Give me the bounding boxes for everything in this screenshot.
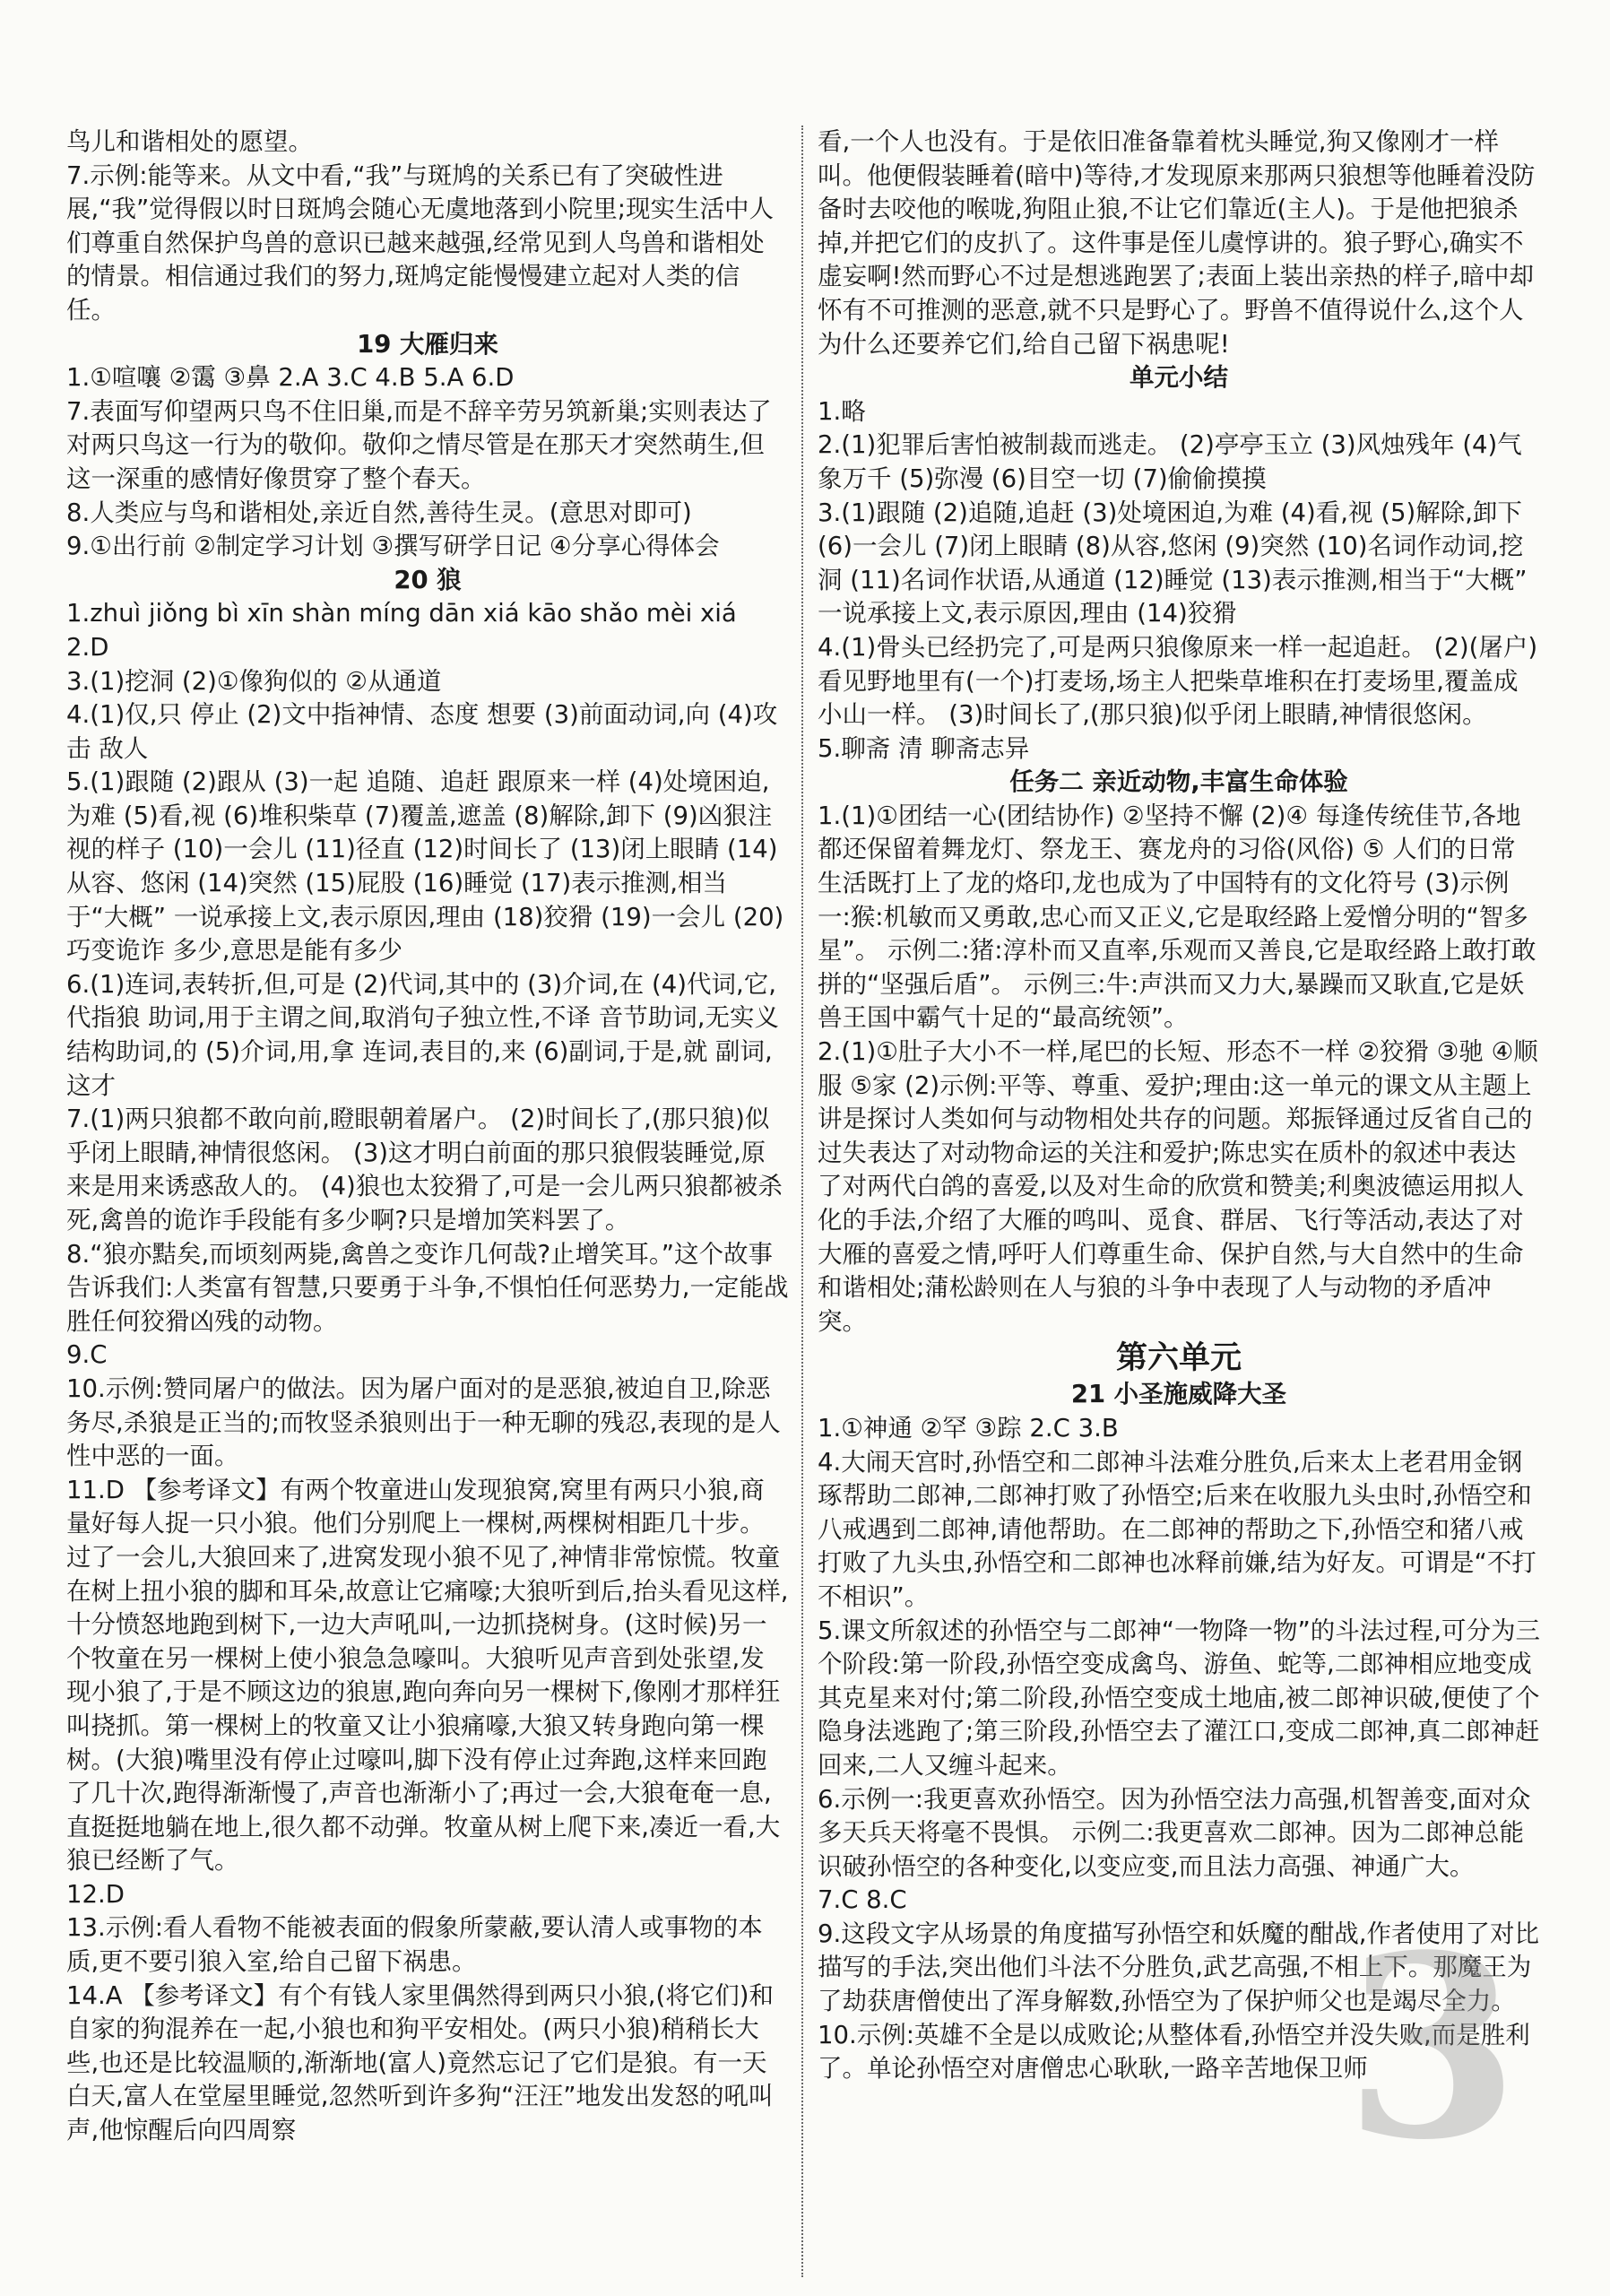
- column-divider: [801, 126, 803, 2277]
- answer-paragraph: 12.D: [66, 1879, 125, 1909]
- answer-paragraph: 1.略: [818, 396, 866, 426]
- answer-paragraph: 1.①神通 ②罕 ③踪 2.C 3.B: [818, 1413, 1119, 1443]
- answer-paragraph: 4.(1)仅,只 停止 (2)文中指神情、态度 想要 (3)前面动词,向 (4)攻击 敌人: [66, 700, 778, 763]
- answer-paragraph: 看,一个人也没有。于是依旧准备靠着枕头睡觉,狗又像刚才一样叫。他便假装睡着(暗中)等待,才发现原来那两只狼想等他睡着没防备时去咬他的喉咙,狗阻止狼,不让它们靠近(主人)。于是他把狼杀掉,并把它们的皮扒了。这件事是侄儿虞惇讲的。狼子野心,确实不虚妄啊!然而野心不过是想逃跑罢了;表面上装出亲热的样子,暗中却怀有不可推测的恶意,就不只是野心了。野兽不值得说什么,这个人为什么还要养它们,给自己留下祸患呢!: [818, 127, 1536, 359]
- answer-paragraph: 13.示例:看人看物不能被表面的假象所蒙蔽,要认清人或事物的本质,更不要引狼入室,给自己留下祸患。: [66, 1913, 763, 1977]
- answer-paragraph: 1.(1)①团结一心(团结协作) ②坚持不懈 (2)④ 每逢传统佳节,各地都还保留着舞龙灯、祭龙王、赛龙舟的习俗(风俗) ⑤ 人们的日常生活既打上了龙的烙印,龙也成为了中国特有的文化符号 (3)示例一:猴:机敏而又勇敢,忠心而又正义,它是取经路上爱憎分明的“智多星”。 示例二:猪:淳朴而又直率,乐观而又善良,它是取经路上敢打敢拼的“坚强后盾”。 示例三:牛:声洪而又力大,暴躁而又耿直,它是妖兽王国中霸气十足的“最高统领”。: [818, 801, 1536, 1033]
- page-number-watermark: 3: [1345, 1901, 1519, 2196]
- answer-paragraph: 3.(1)挖洞 (2)①像狗似的 ②从通道: [66, 666, 442, 696]
- answer-paragraph: 7.示例:能等来。从文中看,“我”与斑鸠的关系已有了突破性进展,“我”觉得假以时日斑鸠会随心无虞地落到小院里;现实生活中人们尊重自然保护鸟兽的意识已越来越强,经常见到人鸟兽和谐相处的情景。相信通过我们的努力,斑鸠定能慢慢建立起对人类的信任。: [66, 160, 774, 325]
- answer-paragraph: 2.(1)犯罪后害怕被制裁而逃走。 (2)亭亭玉立 (3)风烛残年 (4)气象万千 (5)弥漫 (6)目空一切 (7)偷偷摸摸: [818, 430, 1522, 493]
- answer-paragraph: 7.(1)两只狼都不敢向前,瞪眼朝着屠户。 (2)时间长了,(那只狼)似乎闭上眼睛,神情很悠闲。 (3)这才明白前面的那只狼假装睡觉,原来是用来诱惑敌人的。 (4)狼也太狡猾了,可是一会儿两只狼都被杀死,禽兽的诡诈手段能有多少啊?只是增加笑料罢了。: [66, 1105, 783, 1235]
- answer-paragraph: 1.zhuì jiǒng bì xīn shàn míng dān xiá kāo shǎo mèi xiá: [66, 599, 737, 628]
- answer-paragraph: 6.示例一:我更喜欢孙悟空。因为孙悟空法力高强,机智善变,面对众多天兵天将毫不畏惧。 示例二:我更喜欢二郎神。因为二郎神总能识破孙悟空的各种变化,以变应变,而且法力高强、神通广大。: [818, 1784, 1531, 1881]
- answer-paragraph: 9.这段文字从场景的角度描写孙悟空和妖魔的酣战,作者使用了对比描写的手法,突出他们斗法不分胜负,武艺高强,不相上下。那魔王为了劫获唐僧使出了浑身解数,孙悟空为了保护师父也是竭尽全力。: [818, 1919, 1539, 2016]
- answer-paragraph: 9.①出行前 ②制定学习计划 ③撰写研学日记 ④分享心得体会: [66, 532, 720, 561]
- answer-paragraph: 5.(1)跟随 (2)跟从 (3)一起 追随、追赶 跟原来一样 (4)处境困迫,为难 (5)看,视 (6)堆积柴草 (7)覆盖,遮盖 (8)解除,卸下 (9)凶狠注视的样子 (10)一会儿 (11)径直 (12)时间长了 (13)闭上眼睛 (14)从容、悠闲 (14)突然 (15)屁股 (16)睡觉 (17)表示推测,相当于“大概” 一说承接上文,表示原因,理由 (18)狡猾 (19)一会儿 (20)巧变诡诈 多少,意思是能有多少: [66, 767, 784, 966]
- answer-paragraph: 8.“狼亦黠矣,而顷刻两毙,禽兽之变诈几何哉?止增笑耳。”这个故事告诉我们:人类富有智慧,只要勇于斗争,不惧怕任何恶势力,一定能战胜任何狡猾凶残的动物。: [66, 1239, 789, 1336]
- answer-paragraph: 2.D: [66, 632, 109, 662]
- section-heading: 19 大雁归来: [357, 329, 498, 359]
- answer-paragraph: 3.(1)跟随 (2)追随,追赶 (3)处境困迫,为难 (4)看,视 (5)解除,卸下 (6)一会儿 (7)闭上眼睛 (8)从容,悠闲 (9)突然 (10)名词作动词,挖洞 (11)名词作状语,从通道 (12)睡觉 (13)表示推测,相当于“大概” 一说承接上文,表示原因,理由 (14)狡猾: [818, 498, 1528, 628]
- answer-paragraph: 5.课文所叙述的孙悟空与二郎神“一物降一物”的斗法过程,可分为三个阶段:第一阶段,孙悟空变成禽鸟、游鱼、蛇等,二郎神相应地变成其克星来对付;第二阶段,孙悟空变成土地庙,被二郎神识破,便使了个隐身法逃跑了;第三阶段,孙悟空去了灌江口,变成二郎神,真二郎神赶回来,二人又缠斗起来。: [818, 1616, 1540, 1780]
- answer-paragraph: 10.示例:英雄不全是以成败论;从整体看,孙悟空并没失败,而是胜利了。单论孙悟空对唐僧忠心耿耿,一路辛苦地保卫师: [818, 2020, 1530, 2084]
- answer-paragraph: 鸟儿和谐相处的愿望。: [66, 127, 313, 156]
- answer-paragraph: 11.D 【参考译文】有两个牧童进山发现狼窝,窝里有两只小狼,商量好每人捉一只小狼。他们分别爬上一棵树,两棵树相距几十步。过了一会儿,大狼回来了,进窝发现小狼不见了,神情非常惊慌。牧童在树上扭小狼的脚和耳朵,故意让它痛嚎;大狼听到后,抬头看见这样,十分愤怒地跑到树下,一边大声吼叫,一边抓挠树身。(这时候)另一个牧童在另一棵树上使小狼急急嚎叫。大狼听见声音到处张望,发现小狼了,于是不顾这边的狼崽,跑向奔向另一棵树下,像刚才那样狂叫挠抓。第一棵树上的牧童又让小狼痛嚎,大狼又转身跑向第一棵树。(大狼)嘴里没有停止过嚎叫,脚下没有停止过奔跑,这样来回跑了几十次,跑得渐渐慢了,声音也渐渐小了;再过一会,大狼奄奄一息,直挺挺地躺在地上,很久都不动弹。牧童从树上爬下来,凑近一看,大狼已经断了气。: [66, 1475, 789, 1876]
- answer-paragraph: 14.A 【参考译文】有个有钱人家里偶然得到两只小狼,(将它们)和自家的狗混养在一起,小狼也和狗平安相处。(两只小狼)稍稍长大些,也还是比较温顺的,渐渐地(富人)竟然忘记了它们是狼。有一天白天,富人在堂屋里睡觉,忽然听到许多狗“汪汪”地发出发怒的吼叫声,他惊醒后向四周察: [66, 1980, 774, 2145]
- unit-title: 第六单元: [1115, 1340, 1242, 1377]
- section-heading: 20 狼: [394, 565, 462, 594]
- answer-paragraph: 7.表面写仰望两只鸟不住旧巢,而是不辞辛劳另筑新巢;实则表达了对两只鸟这一行为的敬仰。敬仰之情尽管是在那天才突然萌生,但这一深重的感情好像贯穿了整个春天。: [66, 396, 772, 493]
- answer-paragraph: 9.C: [66, 1340, 108, 1370]
- section-heading: 单元小结: [1130, 363, 1228, 393]
- answer-paragraph: 8.人类应与鸟和谐相处,亲近自然,善待生灵。(意思对即可): [66, 498, 692, 527]
- answer-paragraph: 5.聊斋 清 聊斋志异: [818, 733, 1030, 763]
- answer-paragraph: 10.示例:赞同屠户的做法。因为屠户面对的是恶狼,被迫自卫,除恶务尽,杀狼是正当的;而牧竖杀狼则出于一种无聊的残忍,表现的是人性中恶的一面。: [66, 1373, 781, 1471]
- left-column: [66, 126, 789, 2286]
- section-heading: 任务二 亲近动物,丰富生命体验: [1009, 767, 1348, 797]
- answer-paragraph: 4.大闹天宫时,孙悟空和二郎神斗法难分胜负,后来太上老君用金钢琢帮助二郎神,二郎神打败了孙悟空;后来在收服九头虫时,孙悟空和八戒遇到二郎神,请他帮助。在二郎神的帮助之下,孙悟空和猪八戒打败了九头虫,孙悟空和二郎神也冰释前嫌,结为好友。可谓是“不打不相识”。: [818, 1447, 1536, 1611]
- section-heading: 21 小圣施威降大圣: [1070, 1380, 1287, 1409]
- answer-paragraph: 6.(1)连词,表转折,但,可是 (2)代词,其中的 (3)介词,在 (4)代词,它,代指狼 助词,用于主谓之间,取消句子独立性,不译 音节助词,无实义 结构助词,的 (5)介词,用,拿 连词,表目的,来 (6)副词,于是,就 副词,这才: [66, 969, 779, 1100]
- answer-paragraph: 2.(1)①肚子大小不一样,尾巴的长短、形态不一样 ②狡猾 ③驰 ④顺服 ⑤家 (2)示例:平等、尊重、爱护;理由:这一单元的课文从主题上讲是探讨人类如何与动物相处共存的问题。郑振铎通过反省自己的过失表达了对动物命运的关注和爱护;陈忠实在质朴的叙述中表达了对两代白鸽的喜爱,以及对生命的欣赏和赞美;利奥波德运用拟人化的手法,介绍了大雁的鸣叫、觅食、群居、飞行等活动,表达了对大雁的喜爱之情,呼吁人们尊重生命、保护自然,与大自然中的生命和谐相处;蒲松龄则在人与狼的斗争中表现了人与动物的矛盾冲突。: [818, 1037, 1538, 1336]
- answer-paragraph: 4.(1)骨头已经扔完了,可是两只狼像原来一样一起追赶。 (2)(屠户)看见野地里有(一个)打麦场,场主人把柴草堆积在打麦场里,覆盖成小山一样。 (3)时间长了,(那只狼)似乎闭上眼睛,神情很悠闲。: [818, 632, 1538, 730]
- answer-paragraph: 1.①喧嚷 ②霭 ③鼻 2.A 3.C 4.B 5.A 6.D: [66, 363, 515, 393]
- answer-paragraph: 7.C 8.C: [818, 1885, 907, 1915]
